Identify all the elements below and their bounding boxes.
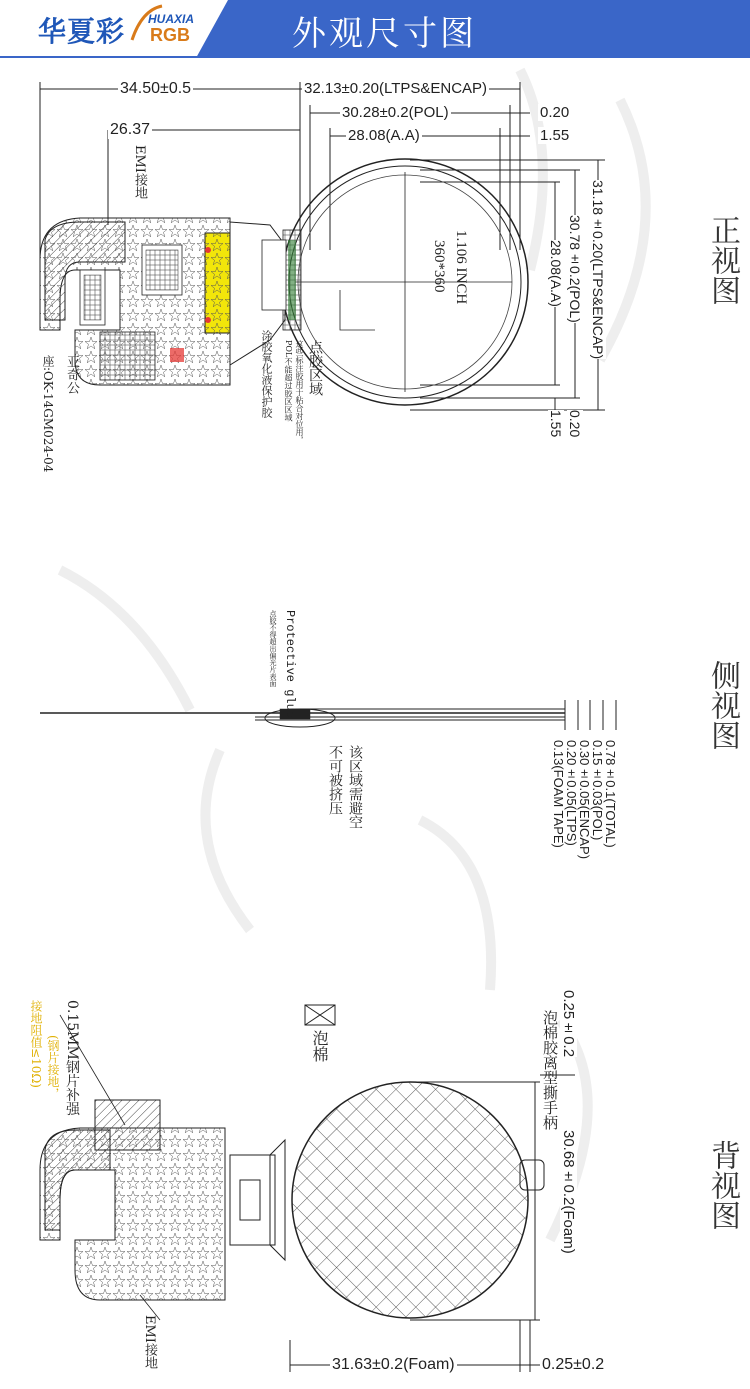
technical-drawing	[0, 58, 750, 1389]
protective-glue-label: Protective glue	[283, 610, 297, 719]
front-width-fpc: 26.37	[110, 121, 151, 138]
connector-part: 座:OK-14GM024-04	[41, 355, 55, 473]
side-ltps: 0.20±0.05(LTPS)	[564, 740, 579, 846]
page-header	[0, 0, 750, 58]
front-height-gap2: 1.55	[548, 410, 564, 438]
side-pol: 0.15±0.03(POL)	[590, 740, 605, 841]
front-height-gap1: 0.20	[567, 410, 583, 438]
back-foam-height: 30.68±0.2(Foam)	[560, 1130, 577, 1254]
avoid-area-note: 该区域需避空	[347, 745, 363, 829]
foam-tab-label: 泡棉胶离型撕手柄	[541, 1010, 559, 1130]
front-width-gap1: 0.20	[540, 104, 570, 121]
no-press-note: 不可被挤压	[327, 745, 343, 815]
front-width-pol: 30.28±0.2(POL)	[342, 104, 449, 121]
front-height-ltps: 31.18±0.20(LTPS&ENCAP)	[590, 180, 606, 360]
side-view-title: 侧视图	[705, 660, 740, 750]
side-view-drawing	[40, 700, 616, 730]
logo-chinese: 华夏彩	[38, 15, 126, 48]
logo-english-top: HUAXIA	[148, 12, 195, 26]
side-foam-tape: 0.13(FOAM TAPE)	[551, 740, 566, 848]
logo-english-bottom: RGB	[150, 25, 190, 45]
back-tab-gap: 0.25±0.2	[560, 990, 577, 1058]
back-view-title: 背视图	[705, 1140, 740, 1230]
steel-ground-note2: 接地阻值≤10Ω)	[29, 1000, 43, 1088]
side-encap: 0.30±0.05(ENCAP)	[577, 740, 592, 860]
front-height-aa: 28.08(A.A)	[548, 240, 564, 307]
steel-ground-note1: (钢片接地，	[46, 1035, 60, 1100]
glue-area-description: 这些标注胶用于粘合对位用，POL不能超过胶区区域	[284, 340, 304, 444]
front-view-title: 正视图	[705, 215, 740, 305]
page-title: 外观尺寸图	[292, 14, 477, 54]
front-height-pol: 30.78±0.2(POL)	[567, 215, 583, 323]
display-size: 1.106 INCH	[453, 230, 469, 305]
display-resolution: 360*360	[431, 240, 447, 293]
front-width-gap2: 1.55	[540, 127, 570, 144]
glue-area-label: 点胶区域	[307, 340, 323, 396]
protective-glue-description: 点胶不得超出偏光片表面	[269, 610, 277, 687]
back-foam-width: 31.63±0.2(Foam)	[332, 1356, 455, 1373]
back-foam-gap: 0.25±0.2	[542, 1356, 605, 1373]
front-width-aa: 28.08(A.A)	[348, 127, 420, 144]
back-emi-label: EMI接地	[142, 1315, 157, 1369]
front-width-total: 34.50±0.5	[120, 80, 192, 97]
uv-glue-label: 涂胶氧化液保护胶	[260, 330, 273, 418]
side-total: 0.78±0.1(TOTAL)	[603, 740, 618, 848]
connector-vendor: 亚奇公	[64, 355, 79, 394]
foam-legend-label: 泡棉	[310, 1030, 329, 1062]
front-emi-label: EMI接地	[132, 145, 147, 199]
steel-reinforce-label: 0.15MM钢片补强	[64, 1000, 80, 1116]
front-width-ltps: 32.13±0.20(LTPS&ENCAP)	[304, 80, 488, 97]
